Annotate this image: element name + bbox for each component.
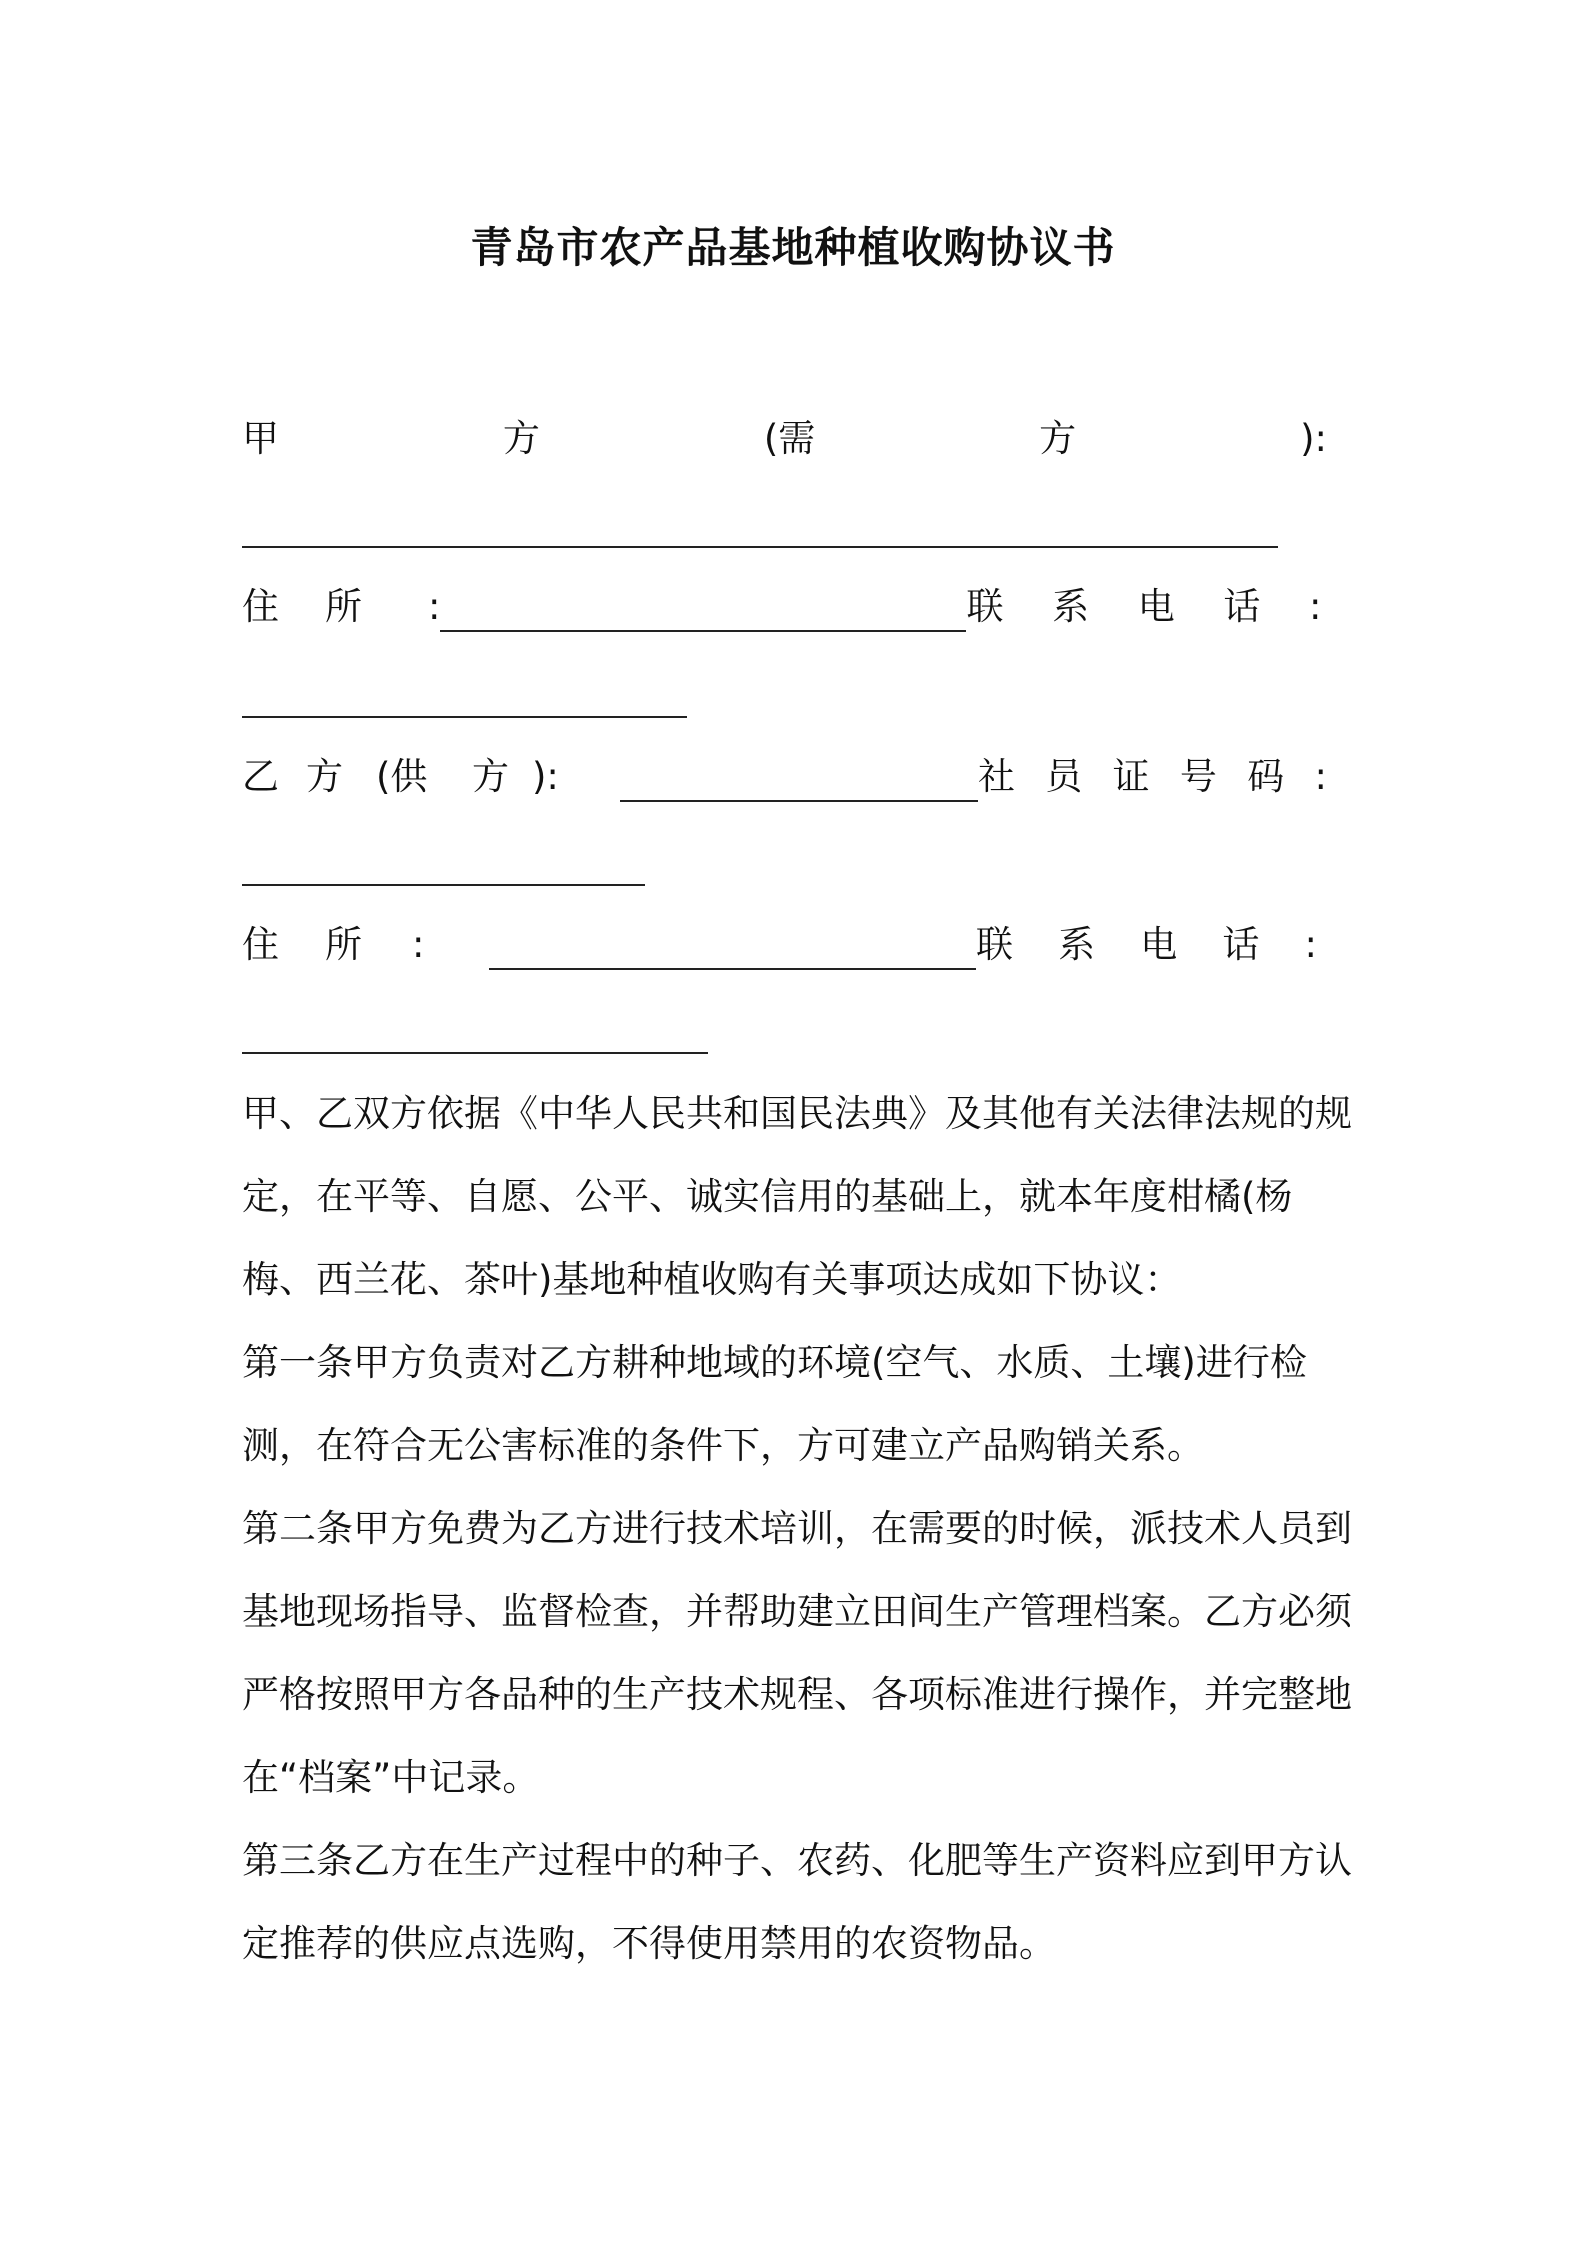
article-2: 第二条甲方免费为乙方进行技术培训，在需要的时候，派技术人员到基地现场指导、监督检查，并帮助建立田间生产管理档案。乙方必须严格按照甲方各品种的生产技术规程、各项标准进行操作，并完整地在“档案”中记录。 — [242, 1507, 1352, 1799]
article-1: 第一条甲方负责对乙方耕种地域的环境(空气、水质、土壤)进行检测，在符合无公害标准的条件下，方可建立产品购销关系。 — [242, 1341, 1307, 1467]
phone-char: 话 — [1222, 923, 1260, 966]
phone-char: 联 — [976, 923, 1013, 966]
phone-char: : — [1304, 923, 1317, 966]
member-id-label — [978, 752, 1327, 802]
party-b-char-5: ): — [532, 755, 559, 798]
party-b-name-blank[interactable] — [620, 760, 978, 802]
contract-body — [242, 1072, 1362, 1985]
party-a-char-1: 甲 — [242, 417, 279, 460]
party-b-phone-blank[interactable] — [242, 1052, 708, 1054]
member-char: 码 — [1247, 755, 1285, 798]
party-a-phone-blank[interactable] — [242, 716, 687, 718]
party-b-char-3: (供 — [376, 755, 428, 798]
phone-char: 电 — [1140, 923, 1178, 966]
intro-paragraph: 甲、乙双方依据《中华人民共和国民法典》及其他有关法律法规的规定，在平等、自愿、公平、诚实信用的基础上，就本年度柑橘(杨梅、西兰花、茶叶)基地种植收购有关事项达成如下协议： — [242, 1092, 1352, 1301]
member-char: 员 — [1045, 755, 1083, 798]
member-id-blank[interactable] — [242, 884, 645, 886]
party-a-char-5: ): — [1300, 417, 1327, 460]
party-a-address-line — [242, 582, 1327, 632]
party-a-char-3: (需 — [763, 417, 816, 460]
member-char: 社 — [978, 755, 1015, 798]
party-b-char-1: 乙 — [242, 755, 279, 798]
party-b-line — [242, 752, 1327, 802]
address-colon: : — [412, 923, 425, 966]
address-label-char-1: 住 — [242, 923, 279, 966]
party-a-address-blank[interactable] — [440, 590, 966, 632]
member-char: 号 — [1179, 755, 1217, 798]
article-3: 第三条乙方在生产过程中的种子、农药、化肥等生产资料应到甲方认定推荐的供应点选购，不得使用禁用的农资物品。 — [242, 1839, 1352, 1965]
phone-char: 联 — [966, 585, 1004, 628]
party-b-char-2: 方 — [306, 755, 343, 798]
party-b-address-blank[interactable] — [489, 928, 976, 970]
member-char: 证 — [1112, 755, 1150, 798]
party-a-char-2: 方 — [502, 417, 540, 460]
phone-char: 话 — [1223, 585, 1261, 628]
phone-char: 系 — [1052, 585, 1090, 628]
address-colon: : — [428, 585, 441, 628]
phone-char: 系 — [1058, 923, 1096, 966]
document-title: 青岛市农产品基地种植收购协议书 — [470, 223, 1116, 272]
party-a-char-4: 方 — [1039, 417, 1077, 460]
party-a-phone-label — [966, 582, 1321, 632]
address-label-char-1: 住 — [242, 585, 279, 628]
party-a-line — [242, 414, 1327, 464]
party-b-char-4: 方 — [472, 755, 509, 798]
party-a-name-blank[interactable] — [242, 546, 1278, 548]
member-char: : — [1314, 755, 1327, 798]
phone-char: : — [1308, 585, 1322, 628]
address-label-char-2: 所 — [325, 923, 362, 966]
address-label-char-2: 所 — [325, 585, 362, 628]
party-b-phone-label — [976, 920, 1317, 970]
phone-char: 电 — [1137, 585, 1175, 628]
party-b-address-line — [242, 920, 1327, 970]
